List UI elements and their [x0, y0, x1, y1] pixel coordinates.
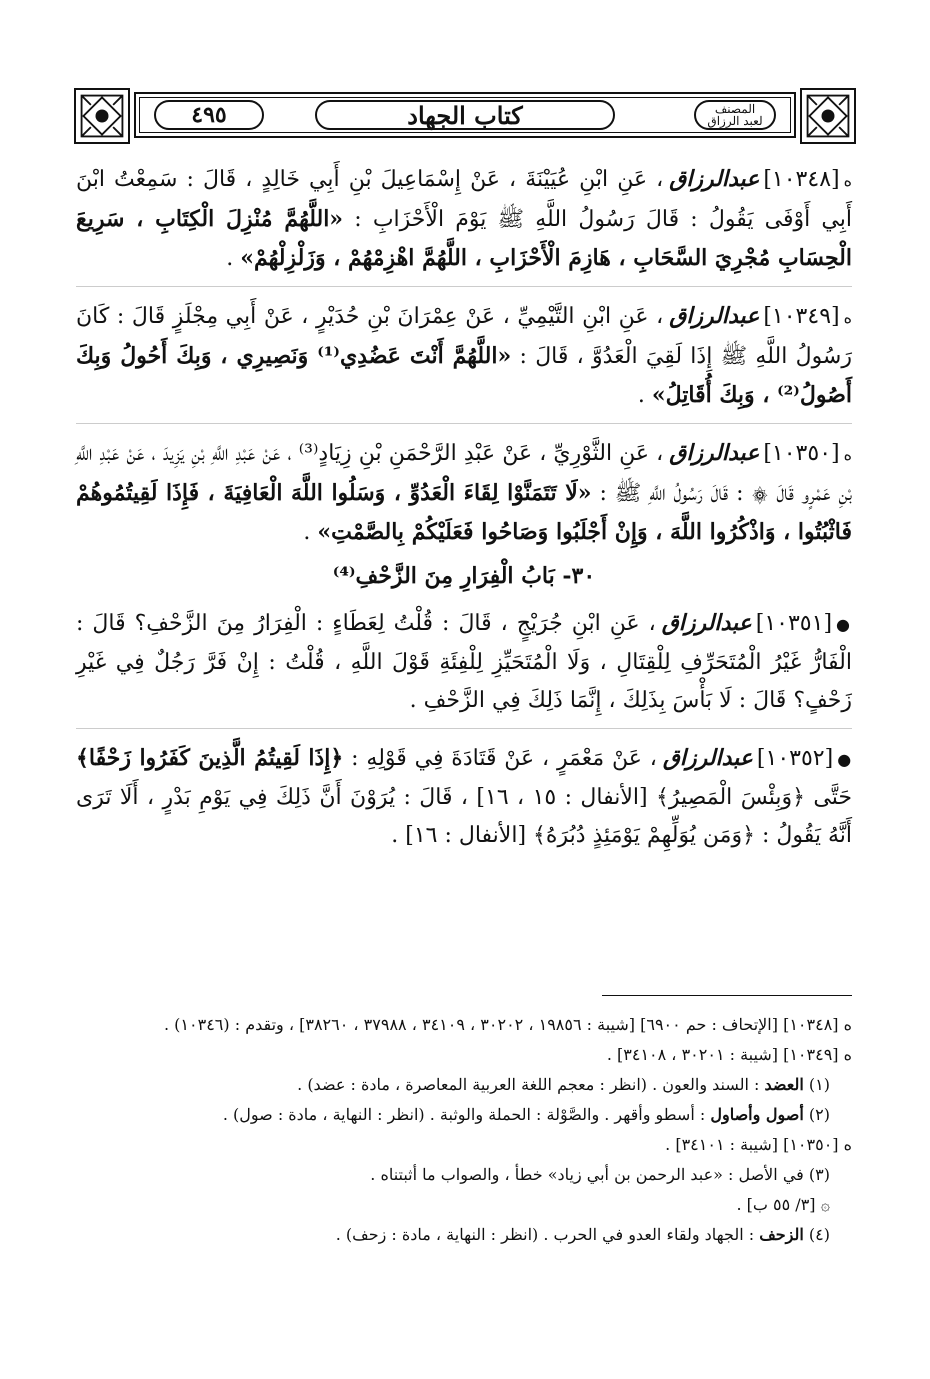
hadith-entry: ه[١٠٣٥٠]عبدالرزاق، عَنِ الثَّوْرِيِّ ، عَنْ عَبْدِ الرَّحْمَنِ بْنِ زِيَادٍ⁽³⁾ ، عَنْ عَبْدِ اللَّهِ بْنِ يَزِيدَ ، عَنْ عَبْدِ اللَّهِ بْنِ عَمْرٍو قَالَ ۞ : قَالَ رَسُولُ اللَّهِ ﷺ : «لَا تَتَمَنَّوْا لِقَاءَ الْعَدُوِّ ، وَسَلُوا اللَّهَ الْعَافِيَةَ ، فَإِذَا لَقِيتُمُوهُمْ فَاثْبُتُوا ، وَاذْكُرُوا اللَّهَ ، وَإِنْ أَجْلَبُوا وَصَاحُوا فَعَلَيْكُمْ بِالصَّمْتِ» . — [76, 440, 852, 545]
ornament-right — [800, 88, 856, 144]
page-header — [74, 88, 856, 144]
hadith-entry: ●[١٠٣٥٢]عبدالرزاق، عَنْ مَعْمَرٍ ، عَنْ قَتَادَةَ فِي قَوْلِهِ : ﴿إِذَا لَقِيتُمُ الَّذِينَ كَفَرُوا زَحْفًا﴾ حَتَّى ﴿وَبِئْسَ الْمَصِيرُ﴾ [الأنفال : ١٥ ، ١٦] ، قَالَ : يُرَوْنَ أَنَّ ذَلِكَ فِي يَوْمِ بَدْرٍ ، أَلَا تَرَى أَنَّهُ يَقُولُ : ﴿وَمَن يُوَلِّهِمْ يَوْمَئِذٍ دُبُرَهُ﴾ [الأنفال : ١٦] . — [76, 745, 853, 848]
hadith-entry: ه[١٠٣٤٩]عبدالرزاق، عَنِ ابْنِ التَّيْمِيِّ ، عَنْ عِمْرَانَ بْنِ حُدَيْرٍ ، عَنْ أَبِي مِجْلَزٍ قَالَ : كَانَ رَسُولُ اللَّهِ ﷺ إِذَا لَقِيَ الْعَدُوَّ ، قَالَ : «اللَّهُمَّ أَنْتَ عَضُدِي⁽¹⁾ وَنَصِيرِي ، وَبِكَ أَحُولُ وَبِكَ أَصُولُ⁽²⁾ ، وَبِكَ أُقَاتِلُ» . — [76, 303, 852, 408]
footnote: ۞ [٣/ ٥٥ ب] . — [736, 1195, 830, 1214]
footnote: (٣) في الأصل : «عبد الرحمن بن أبي زياد» خطأ ، والصواب ما أثبتناه . — [370, 1165, 830, 1184]
main-text — [76, 160, 852, 863]
ornament-pattern-icon — [76, 90, 128, 142]
footnote-separator — [602, 995, 852, 996]
ornament-pattern-icon — [802, 90, 854, 142]
ornament-left — [74, 88, 130, 144]
chapter-title: كتاب الجهاد — [315, 100, 615, 130]
book-title-badge: المصنف لعبد الرزاق — [694, 100, 776, 130]
header-band — [134, 92, 796, 138]
chapter-heading: ٣٠- بَابُ الْفِرَارِ مِنَ الزَّحْفِ⁽⁴⁾ — [332, 563, 596, 589]
hadith-entry: ه[١٠٣٤٨]عبدالرزاق، عَنِ ابْنِ عُيَيْنَةَ ، عَنْ إِسْمَاعِيلَ بْنِ أَبِي خَالِدٍ ، قَالَ : سَمِعْتُ ابْنَ أَبِي أَوْفَى يَقُولُ : قَالَ رَسُولُ اللَّهِ ﷺ يَوْمَ الْأَحْزَابِ : «اللَّهُمَّ مُنْزِلَ الْكِتَابِ ، سَرِيعَ الْحِسَابِ مُجْرِيَ السَّحَابِ ، هَازِمَ الْأَحْزَابِ ، اللَّهُمَّ اهْزِمْهُمْ ، وَزَلْزِلْهُمْ» . — [76, 166, 852, 271]
footnote: (٤) الزحف : الجهاد ولقاء العدو في الحرب . (انظر : النهاية ، مادة : زحف) . — [335, 1225, 830, 1244]
footnote: (٢) أصول وأصاول : أسطو وأقهر . والصَّوْلة : الحملة والوثبة . (انظر : النهاية ، مادة : صول) . — [222, 1105, 830, 1124]
hadith-entry: ●[١٠٣٥١]عبدالرزاق، عَنِ ابْنِ جُرَيْجٍ ، قَالَ : قُلْتُ لِعَطَاءٍ : الْفِرَارُ مِنَ الزَّحْفِ؟ قَالَ : الْفَارُّ غَيْرُ الْمُتَحَرِّفِ لِلْقِتَالِ ، وَلَا الْمُتَحَيِّزِ لِلْفِئَةِ قَوْلَ اللَّهِ ، قُلْتُ : إِنْ فَرَّ رَجُلٌ فِي غَيْرِ زَحْفٍ؟ قَالَ : لَا بَأْسَ بِذَلِكَ ، إِنَّمَا ذَلِكَ فِي الزَّحْفِ . — [76, 610, 852, 713]
footnote: ه [١٠٣٤٩] [شيبة : ٣٠٢٠١ ، ٣٤١٠٨] . — [606, 1045, 852, 1064]
footnote: (١) العضد : السند والعون . (انظر : معجم اللغة العربية المعاصرة ، مادة : عضد) . — [297, 1075, 830, 1094]
page-number: ٤٩٥ — [154, 100, 264, 130]
footnote: ه [١٠٣٤٨] [الإتحاف : حم ٦٩٠٠] [شيبة : ١٩٨٥٦ ، ٣٠٢٠٢ ، ٣٤١٠٩ ، ٣٧٩٨٨ ، ٣٨٢٦٠] ، وتقدم : (١٠٣٤٦) . — [164, 1015, 852, 1034]
footnotes — [76, 1010, 852, 1250]
footnote: ه [١٠٣٥٠] [شيبة : ٣٤١٠١] . — [665, 1135, 852, 1154]
